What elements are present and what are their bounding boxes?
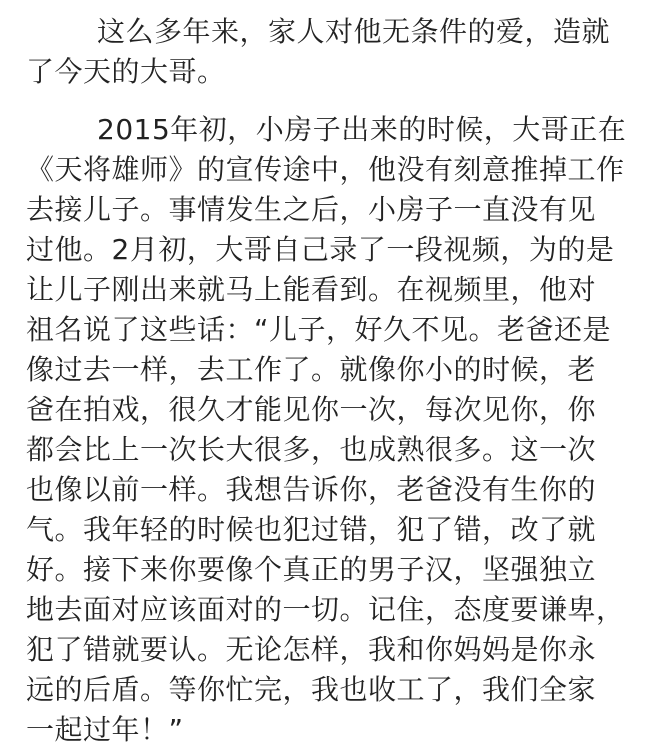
text-line: 祖名说了这些话：“儿子，好久不见。老爸还是 [26,313,612,346]
text-line: 这么多年来，家人对他无条件的爱，造就 [97,15,611,48]
text-line: 像过去一样，去工作了。就像你小的时候，老 [26,353,597,386]
text-line: 2015年初，小房子出来的时候，大哥正在 [97,113,627,146]
text-line: 好。接下来你要像个真正的男子汉，坚强独立 [26,553,597,586]
text-line: 让儿子刚出来就马上能看到。在视频里，他对 [26,273,597,306]
text-line: 也像以前一样。我想告诉你，老爸没有生你的 [26,473,597,506]
text-line: 犯了错就要认。无论怎样，我和你妈妈是你永 [26,633,597,666]
text-line: 了今天的大哥。 [26,55,226,88]
text-line: 爸在拍戏，很久才能见你一次，每次见你，你 [26,393,597,426]
text-line: 去接儿子。事情发生之后，小房子一直没有见 [26,193,597,226]
text-line: 都会比上一次长大很多，也成熟很多。这一次 [26,433,597,466]
text-line: 一起过年！” [26,713,184,746]
text-line: 远的后盾。等你忙完，我也收工了，我们全家 [26,673,597,706]
text-line: 过他。2月初，大哥自己录了一段视频，为的是 [26,233,615,266]
text-line: 地去面对应该面对的一切。记住，态度要谦卑， [26,593,625,626]
text-line: 气。我年轻的时候也犯过错，犯了错，改了就 [26,513,597,546]
text-line: 《天将雄师》的宣传途中，他没有刻意推掉工作 [26,153,625,186]
